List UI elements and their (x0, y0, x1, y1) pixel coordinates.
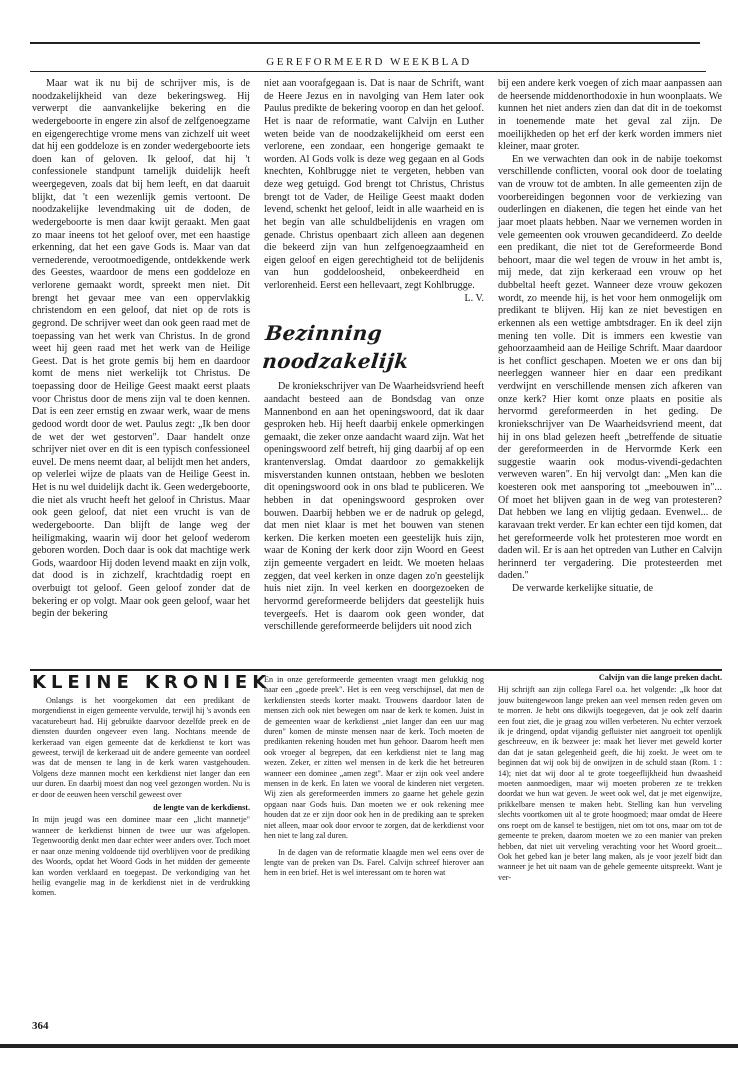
article-column-2 (261, 78, 484, 634)
article-paragraph: De verwarde kerkelijke situatie, de (512, 583, 653, 594)
kroniek-column-3 (498, 673, 722, 883)
kroniek-title: KLEINE KRONIEK (32, 672, 272, 693)
kroniek-paragraph: Onlangs is het voorgekomen dat een predikant de morgendienst in eigen gemeente vervulde, terwijl hij 's avonds een vacaturebeurt had. Hij gebruikte daarvoor dezelfde preek en de diensten duurden ongeveer even lang. Nochtans meende de kerkeraad van eigen gemeente dat de kerkdienst te kort was geweest, terwijl de kerkeraad uit de andere gemeente van oordeel was dat de mensen te lang in de kerk waren vastgehouden. Volgens deze mannen mocht een kerkdienst niet langer dan een uur duren. En daarbij moest dan nog veel gezongen worden. Nu is er door de eeuwen heen verschil geweest over (32, 696, 250, 799)
author-signature: L. V. (464, 292, 484, 304)
page-header-title: GEREFORMEERD WEEKBLAD (266, 56, 472, 68)
kroniek-column-1 (32, 696, 250, 899)
page-number: 364 (32, 1020, 49, 1032)
article-column-1 (32, 78, 250, 621)
kroniek-paragraph: In mijn jeugd was een dominee maar een „licht mannetje" wanneer de kerkdienst binnen de twee uur was afgelopen. Tegenwoordig denkt men daar echter weer anders over. Toch moet er naar onze mening voldoende tijd overblijven voor de prediking des Woords, opdat het Woord Gods in het midden der gemeente kan worden verklaard en toegepast. De verkondiging van het heilig evangelie mag in de kerkdienst niet in de verdrukking komen. (32, 815, 250, 898)
kroniek-paragraph: In de dagen van de reformatie klaagde men wel eens over de lengte van de preken van Ds. Farel. Calvijn schreef hierover aan hem in een brief. Het is wel interessant om te horen wat (264, 847, 484, 878)
article-paragraph: bij een andere kerk voegen of zich maar aanpassen aan de heersende middenorthodoxie in hun woonplaats. We kunnen het niet anders zien dan dat dit in de toekomst in toenemende mate het geval zal zijn. De moeilijkheden op het erf der kerk worden immers niet kleiner, maar groter. (498, 78, 722, 153)
header-underline (30, 71, 706, 72)
article-column-3 (498, 78, 722, 596)
footer-rule (0, 1044, 738, 1048)
section-heading: Bezinning noodzakelijk (261, 321, 410, 374)
section-divider (30, 669, 722, 671)
article-paragraph: De kroniekschrijver van De Waarheidsvriend heeft aandacht besteed aan de Bondsdag van onze Mannenbond en aan het openingswoord, dat ik daar gesproken heb. Hij heeft daarbij enkele opmerkingen gemaakt, die zeker onze aandacht waard zijn. Wat het openingswoord zelf betreft, hij ging daarbij af op een krantenverslag. Omdat daardoor zo gemakkelijk misverstanden kunnen ontstaan, hebben we besloten dit openingswoord ook in ons blad te publiceren. We hebben in dat openingswoord gesproken over bouwen. Daarbij hebben we er de nadruk op gelegd, dat men niet klaar is met het bouwen van stenen kerken. Die kerken moeten een geestelijk huis zijn, waar de Koning der kerk door zijn Woord en Geest zijn gemeente vergadert en leidt. We moeten helaas zeggen, dat veel kerken in onze dagen zo'n geestelijk huis niet zijn. In veel kerken en doorgezoeken de hervormd gereformeerde belijders dat geestelijk huis tevergeefs. Het is daarom ook geen wonder, dat verschillende gereformeerde belijders uit nood zich (264, 381, 484, 633)
kroniek-column-2 (264, 675, 484, 879)
article-paragraph: En we verwachten dan ook in de nabije toekomst verschillende conflicten, vooral ook door de toelating van de vrouw tot de ambten. In alle gemeenten zijn de voorbereidingen begonnen voor de verkiezing van ouderlingen en diakenen, die tegen het einde van het jaar moet plaats hebben. Naar we vernemen worden in vele gemeenten ook vrouwen gecandideerd. Zo deelde een predikant, die niet tot de Gereformeerde Bond behoort, maar die wel tegen de vrouw in het ambt is, mij mede, dat zijn kerkeraad een vrouw op het dubbeltal heeft gezet. Wanneer deze vrouw gekozen wordt, zo meende hij, is het voor hem onmogelijk om predikant te blijven. Hij kan ze niet bevestigen en erkennen als een wettige ambtsdrager. En ik deel zijn mening ten volle. Dit is immers een kwestie van gehoorzaamheid aan de Heilige Schrift. Maar daardoor is het conflict geschapen. Moeten we er ons dan bij neerleggen wanneer hier en daar een predikant verdwijnt en verschillende mensen zich afkeren van onze kerk? Hier komt onze plaats en positie als hervormd gereformeerden in het geding. De kroniekschrijver van De Waarheidsvriend meent, dat hij in ons blad gelezen heeft „betreffende de situatie der gereformeerden in de Hervormde Kerk een suggestie waarin ook modus-vivendi-gedachten verweven waren". En hij vervolgt dan: „Men kan die koesteren ook met aansporing tot „meebouwen in"... Of moet het blijven gaan in de weg van protesteren? Dat hebben we lang en vlijtig gedaan. Evenwel... de karavaan trekt verder. Er kan echter een tijd komen, dat het gereformeerde volk het protesteren moe wordt en daden wil. Er is aan het optreden van Luther en Calvijn herinnerd ter vergadering. Die protesteerden met daden." (498, 153, 722, 582)
article-paragraph: niet aan voorafgegaan is. Dat is naar de Schrift, want de Heere Jezus en in navolging van Hem later ook Paulus predikte de bekering voorop en dan het geloof. Het is naar de reformatie, want Calvijn en Luther weten beide van de noodzakelijkheid om eerst een verlorene, een zondaar, een hongerige gemaakt te worden. Al Gods volk is deze weg gegaan en al Gods knechten, Kohlbrugge niet te vergeten, hebben van deze weg getuigd. God brengt tot Christus, Christus brengt tot de Vader, de Heilige Geest maakt doden levend, schenkt het geloof, leidt in alle waarheid en is het begin van alle schuldbelijdenis en vragen om genade. Christus openbaart zich alleen aan degenen die bekeerd zijn van hun zelfgenoegzaamheid en eigen geloof en eigen gerechtigheid tot de belijdenis van hun goddeloosheid, onbekeerdheid en verlorenheid. Eerst een hellevaart, zegt Kohlbrugge. (264, 78, 484, 291)
kroniek-paragraph: En in onze gereformeerde gemeenten vraagt men gelukkig nog naar een „goede preek". Het is een veeg verschijnsel, dat men de kerkdiensten steeds korter maakt. Trouwens daardoor laten de mensen zich ook niet bewegen om naar de kerk te komen. Juist in de gemeenten waar de kerkdienst „niet langer dan een uur mag duren" komen de minste mensen naar de kerk. Toch moeten de predikanten rekening houden met hun gehoor. Daarom heeft men ook vroeger al begrepen, dat een kerkdienst niet te lang mag wezen. Zeker, er zitten wel mensen in de kerk die het betreuren wanneer een dominee „amen zegt". Maar er zijn ook veel andere mensen in de kerk. En laten we vooral de kinderen niet vergeten. Wij zien als gereformeerden immers zo gaarne het gehele gezin opgaan naar Gods huis. Dan moeten we er ook rekening mee houden dat ze er zijn door ook hen in de prediking aan te spreken niet alleen, maar ook door ervoor te zorgen, dat de kerkdienst voor hen niet te lang zal duren. (264, 675, 484, 841)
header-rule (30, 42, 700, 44)
kroniek-paragraph: Hij schrijft aan zijn collega Farel o.a. het volgende: „Ik hoor dat jouw buitengewoon lange preken aan veel mensen reden geven om te morren. Je hebt ons dikwijls toegegeven, dat je ook zelf daarin een fout ziet, die je graag zou willen verbeteren. Nu echter verzoek ik je dringend, opdat vijandig gefluister niet aangroeit tot openlijk geschreeuw, en ik bezweer je: maak het liever met geweld korter dan dat je satan gelegenheid geeft, die hij zoekt. Je weet om te beginnen dat wij ook bij de onwijzen in de schuld staan (Rom. 1 : 14); niet dat wij door al te grote toegeeflijkheid hun dwaasheid moeten aanmoedigen, maar wij moeten proberen ze te trekken doordat we hun wat geven. Je weet ook wel, dat je met eigenwijze, prikkelbare mensen te maken hebt. Stelling kan hun verveling slechts voortkomen uit al te grote hoogmoed; maar omdat de Heere ons roept om de kansel te bestijgen, niet om tot ons, maar om tot de gemeente te preken, daarom moeten we zo een manier van preken hebben, dat niet uit verveling verachting voor het Woord groeit... Ook het gebed kan je beter lang maken, als je voor jezelf bidt dan wanneer je het uit naam van de gehele gemeente uitspreekt. Want je ver- (498, 685, 722, 882)
article-paragraph: Maar wat ik nu bij de schrijver mis, is de noodzakelijkheid van deze bekeringsweg. Hij verwerpt die aanvankelijke bekering en die wedergeboorte in engere zin alsof de zelfgenoegzame en eigengerechtige vrome mens van zichzelf uit weet dat hij een goddeloze is en zonder wedergeboorte iets doen kan of geloven. Ik geloof, dat hij 't confessionele standpunt tamelijk duidelijk heeft weergegeven, zoals dat bij hem leeft, en dat daaruit blijkt, dat 't een wezenlijk gemis vertoont. De noodzakelijke levendmaking uit de doden, de wedergeboorte is men daar kwijt geraakt. Men gaat zo maar ineens tot het geloof over, met een haastige erkenning, dat het een gave Gods is. Maar van dat vernederende, verootmoedigende, ontdekkende werk des Geestes, waardoor de mens een goddeloze en verlorene gemaakt wordt, spreekt men niet. Dit brengt het gevaar mee van een oppervlakkig christendom en een geloof, dat niet op de rots is gegrond. De schrijver weet dan ook geen raad met de toepassing van het werk van Christus. In de grond weet hij geen raad met het werk van de Heilige Geest. Dat is het grote gemis bij hem en daardoor komt de mens niet werkelijk tot Christus. De toepassing door de Heilige Geest maakt eerst plaats voor Christus door de mens zijn val te doen kennen. Dat is een zeer ernstig en zwaar werk, waar de mens gedood wordt door de wet. Paulus zegt: „Ik ben door de wet der wet gestorven". Daar handelt onze schrijver niet over en dit is een typisch confessioneel euvel. De mens neemt daar, al belijdt men het anders, op velerlei wijze de plaats van de Heilige Geest in. Het is nu wel duidelijk dacht ik. Geen wedergeboorte, die niet als vrucht heeft het geloof in Christus. Maar ook geen geloof, dat niet een vrucht is van de wedergeboorte. Dan blijft de lange weg der heiligmaking, waarin wij door het geloof wederom geboren worden. Doch daar is ook dat machtige werk Gods, waardoor Hij doden levend maakt en zijn volk, dat dood is in zichzelf, krachtdadig roept en overbuigt tot geloof. Geen geloof zonder dat de bekering er op volgt. Maar ook geen geloof, waar het begin der bekering (32, 78, 250, 620)
kroniek-subheading: Calvijn van die lange preken dacht. (598, 673, 722, 682)
kroniek-subheading: de lengte van de kerkdienst. (153, 803, 250, 813)
